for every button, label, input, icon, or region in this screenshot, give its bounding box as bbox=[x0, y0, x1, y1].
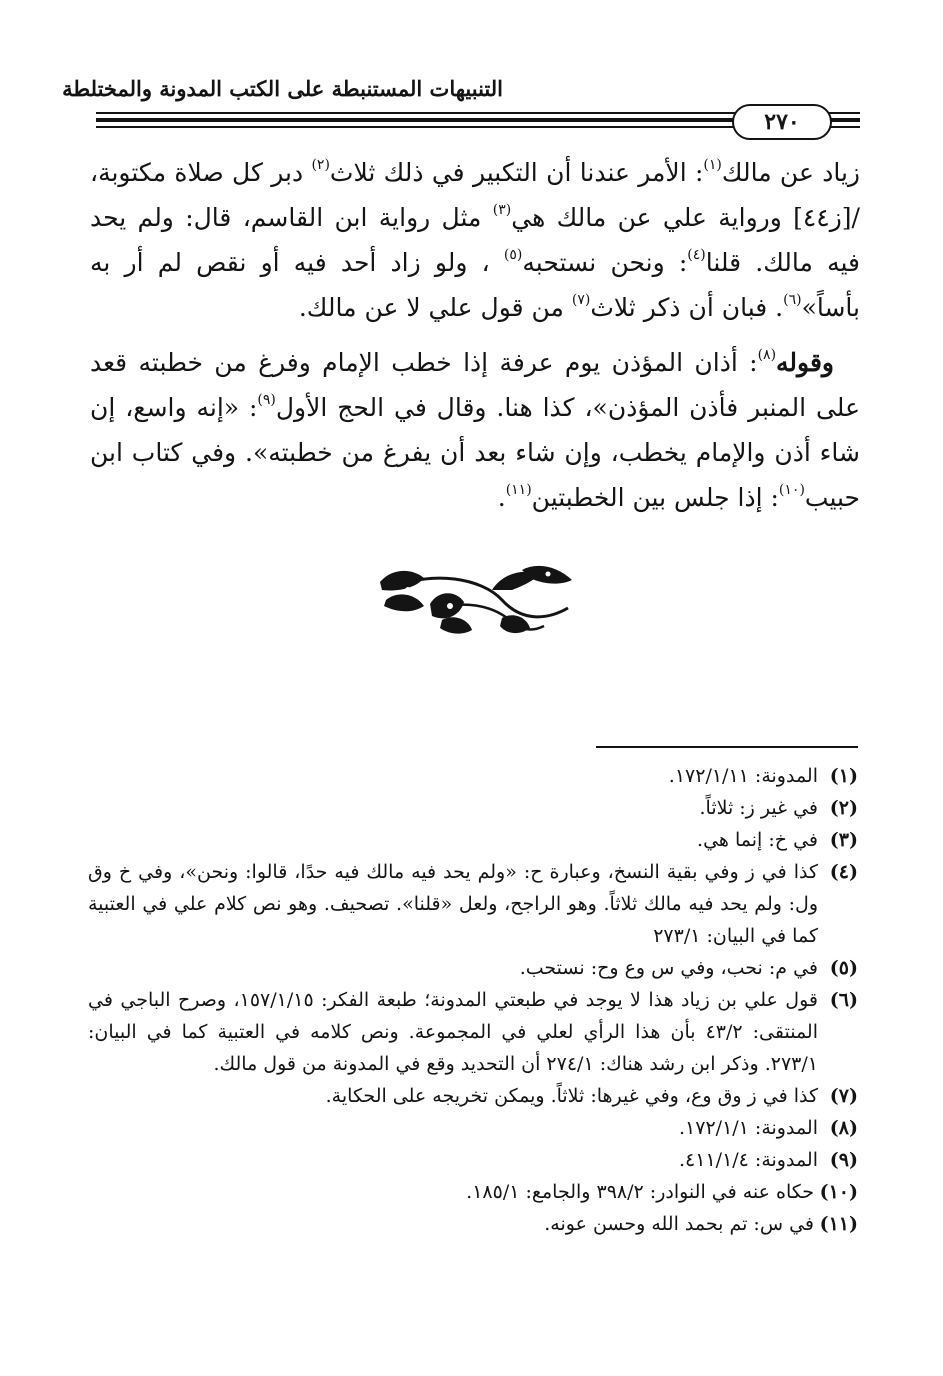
footnote-item bbox=[88, 1144, 858, 1176]
footnote-number: (٣) bbox=[829, 829, 858, 851]
text-run: دبر كل صلاة مكتوبة، /[ز٤٤] ورواية علي عن مالك هي bbox=[90, 158, 860, 232]
footnote-item bbox=[88, 984, 858, 1080]
footnote-marker-3[interactable]: (٣) bbox=[492, 202, 512, 218]
footnote-item bbox=[88, 760, 858, 792]
footnote-text: في م: نحب، وفي س وع وح: نستحب. bbox=[519, 957, 818, 979]
body-paragraph-2 bbox=[90, 340, 860, 520]
page-number-label: ٢٧٠ bbox=[764, 109, 800, 135]
footnote-text: المدونة: ٤١١/١/٤. bbox=[679, 1149, 818, 1171]
footnote-item bbox=[88, 856, 858, 952]
footnote-number: (٢) bbox=[829, 797, 858, 819]
footnote-item bbox=[88, 792, 858, 824]
footnote-text: حكاه عنه في النوادر: ٣٩٨/٢ والجامع: ١٨٥/١. bbox=[466, 1181, 814, 1203]
footnote-text: في خ: إنما هي. bbox=[697, 829, 818, 851]
body-paragraph-1 bbox=[90, 150, 860, 330]
footnote-marker-2[interactable]: (٢) bbox=[311, 157, 330, 173]
footnote-separator bbox=[596, 746, 858, 748]
footnote-text: المدونة: ١٧٢/١/١. bbox=[679, 1117, 818, 1139]
text-run: . فبان أن ذكر ثلاث bbox=[590, 293, 784, 322]
footnote-text: كذا في ز وفي بقية النسخ، وعبارة ح: «ولم يحد فيه مالك فيه حدًا، قالوا: ونحن»، وفي خ وق ول: ولم يحد فيه مالك ثلاثاً. وهو الراجح، ولعل «قلنا». تصحيف. وهو نص كلام علي في العتبية كما في البيان: ٢٧٣/١ bbox=[88, 861, 818, 947]
text-run: زياد عن مالك bbox=[721, 158, 861, 187]
footnote-marker-10[interactable]: (١٠) bbox=[778, 482, 805, 498]
footnote-marker-8[interactable]: (٨) bbox=[757, 347, 777, 363]
footnote-marker-4[interactable]: (٤) bbox=[687, 247, 706, 263]
text-run: : إذا جلس بين الخطبتين bbox=[531, 483, 779, 512]
footnote-number: (٦) bbox=[829, 989, 858, 1011]
text-run: : أذان المؤذن يوم عرفة إذا خطب الإمام وفرغ من خطبته قعد على المنبر فأذن المؤذن»، كذا هنا. وقال في الحج الأول bbox=[90, 348, 860, 422]
footnote-text: في غير ز: ثلاثاً. bbox=[699, 797, 818, 819]
text-run: من قول علي لا عن مالك. bbox=[298, 293, 572, 322]
footnote-text: المدونة: ١٧٢/١/١١. bbox=[668, 765, 818, 787]
lead-word: وقوله bbox=[776, 348, 834, 377]
footnote-marker-6[interactable]: (٦) bbox=[783, 292, 802, 308]
footnote-text: كذا في ز وق وع، وفي غيرها: ثلاثاً. ويمكن تخريجه على الحكاية. bbox=[325, 1085, 818, 1107]
footnote-item bbox=[88, 1176, 858, 1208]
running-title: التنبيهات المستنبطة على الكتب المدونة والمختلطة bbox=[62, 76, 503, 101]
footnote-marker-11[interactable]: (١١) bbox=[505, 482, 532, 498]
footnote-text: في س: تم بحمد الله وحسن عونه. bbox=[544, 1213, 814, 1235]
footnote-item bbox=[88, 824, 858, 856]
footnote-number: (١٠) bbox=[819, 1181, 858, 1203]
text-run: ، ولو زاد أحد فيه أو نقص لم أر به بأساً» bbox=[90, 248, 860, 322]
text-run: مثل رواية ابن القاسم، قال: ولم يحد فيه مالك. قلنا bbox=[90, 203, 860, 277]
footnote-number: (٨) bbox=[829, 1117, 858, 1139]
footnote-number: (٤) bbox=[829, 861, 858, 883]
footnote-item bbox=[88, 1208, 858, 1240]
footnote-number: (٥) bbox=[829, 957, 858, 979]
footnote-marker-9[interactable]: (٩) bbox=[257, 392, 276, 408]
footnote-marker-5[interactable]: (٥) bbox=[503, 247, 523, 263]
text-run: : الأمر عندنا أن التكبير في ذلك ثلاث bbox=[329, 158, 704, 187]
footnote-number: (١١) bbox=[819, 1213, 858, 1235]
footnote-marker-7[interactable]: (٧) bbox=[571, 292, 591, 308]
footnote-item bbox=[88, 1112, 858, 1144]
page-number bbox=[732, 104, 832, 140]
text-run: : «إنه واسع، إن شاء أذن والإمام يخطب، وإن شاء بعد أن يفرغ من خطبته». وفي كتاب ابن حبيب bbox=[90, 393, 860, 512]
text-run: . bbox=[497, 483, 506, 512]
footnote-item bbox=[88, 1080, 858, 1112]
footnote-text: قول علي بن زياد هذا لا يوجد في طبعتي المدونة؛ طبعة الفكر: ١٥٧/١/١٥، وصرح الباجي في المنتقى: ٤٣/٢ بأن هذا الرأي لعلي في المجموعة. ونص كلامه في العتبية كما في البيان: ٢٧٣/١. وذكر ابن رشد هناك: ٢٧٤/١ أن التحديد وقع في المدونة من قول مالك. bbox=[88, 989, 818, 1075]
footnote-number: (٩) bbox=[829, 1149, 858, 1171]
footnote-marker-1[interactable]: (١) bbox=[703, 157, 722, 173]
floral-vignette-icon bbox=[372, 560, 582, 640]
footnote-item bbox=[88, 952, 858, 984]
footnote-number: (٧) bbox=[829, 1085, 858, 1107]
footnote-number: (١) bbox=[829, 765, 858, 787]
footnotes bbox=[88, 760, 858, 1240]
text-run: : ونحن نستحبه bbox=[522, 248, 688, 277]
